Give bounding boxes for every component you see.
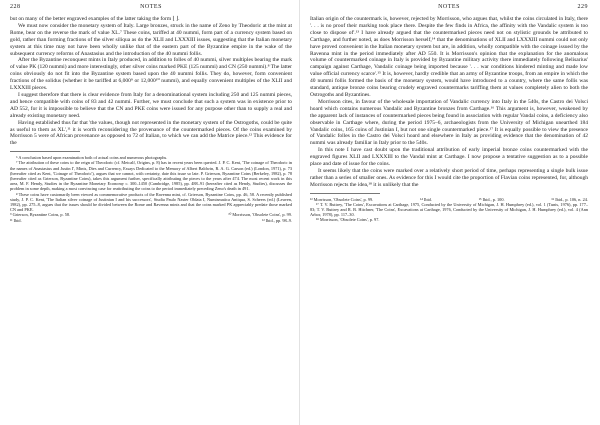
footnote: ⁸ These coins have customarily been viewed as commemorative products of the Ravenna mint, cf. Grierson, Byzantine Coins, pp. 46, 58. A recently published study, J. P. C. Kent, 'The Italian silver coinage of Justinian I and his successors', Studia Paulo Naster Oblata I, Numismatica Antiqua, S. Scheers (ed.) (Leuven, 1982), pp. 275–8, argues that the issues should be divided between the Rome and Ravenna mints and that the coins marked ΡΚ appreciably predate those marked CN and ΡΚΕ.: [10, 191, 292, 213]
left-page-number: 228: [10, 4, 21, 10]
right-body-text: [310, 16, 588, 189]
footnote: ¹⁵ Ibid., p. 100.: [478, 196, 505, 202]
left-paragraph: but on many of the better engraved examples of the latter taking the form ⌊ ⌋.: [10, 16, 180, 22]
footnote: ¹⁷ T. V. Buttrey, 'The Coins', Excavations at Carthage, 1975, Conducted by the University of Michigan, J. H. Humphrey (ed.), vol. 1 (Tunis, 1976), pp. 177–83; T. V. Buttrey and R. B. Hitchner, 'The Coins', Excavations at Carthage, 1976, Conducted by the University of Michigan, J. H. Humphrey (ed.), vol. 4 (Ann Arbor, 1978), pp. 117–30.: [310, 201, 588, 218]
footnote: ¹⁰ Morrisson, 'Obsolete Coins', p. 99.: [228, 212, 292, 218]
footnote: ¹⁸ Morrisson, 'Obsolete Coins', p. 97.: [316, 217, 380, 223]
right-page-number: 229: [577, 4, 588, 10]
right-running-head: [310, 4, 588, 13]
footnote: ¹⁶ Ibid., p. 106, n. 24.: [551, 196, 588, 202]
right-footnote-rule: [310, 193, 380, 194]
right-paragraph: It seems likely that the coins were marked over a relatively short period of time, perhaps representing a single bulk issue rather than a series of smaller ones. As evidence for this I would cite the proportion of Flavian coins represented, for, although Morrisson rejects the idea,¹⁸ it is unlikely that the: [310, 167, 588, 188]
right-paragraph: In this note I have cast doubt upon the traditional attribution of early imperial bronze coins countermarked with the engraved figures XLII and LXXXIII to the Vandal mint at Carthage. I now propose a tentative suggestion as to a possible place and date of issue for the coins.: [310, 147, 588, 168]
left-paragraph: After the Byzantine reconquest mints in Italy produced, in addition to folles of 40 nummi, silver multiples bearing the mark of value ΡΚ (120 nummi) and more interestingly, other silver coins marked ΡΚΕ (125 nummi) and CN (250 nummi).⁸ The latter coins obviously do not fit into the Byzantine system based upon the 40 nummi follis. They do, however, form convenient fractions of the solidus (whether it be tariffed at 6,000⁹ or 12,000¹⁰ nummi), and equally convenient multiples of the XLII and LXXXIII pieces.: [10, 57, 292, 92]
right-page: [300, 0, 600, 425]
left-footnotes: [10, 155, 292, 223]
right-paragraph: Italian origin of the countermark is, however, rejected by Morrisson, who argues that, whilst the coins circulated in Italy, there '. . . is no proof their marking took place there. Despite the few finds in Africa, the affinity with the Vandalic system is too close to dispose of'.¹³ I have already argued that the countermarked pieces need not on stylistic grounds be attributed to Carthage, and further noted, as does Morrisson herself,¹⁴ that the denominations of XLII and LXXXIII nummi could not only have proved convenient in the Italian monetary system but are, in addition, wholly compatible with the coinage issued by the Ravenna mint in the period immediately after AD 550. It is Morrisson's opinion that the explanation for the anomalous volume of countermarked coinage in Italy is provided by Byzantine military activity there immediately following Belisarius' campaign against Carthage, Vandalic coinage being imported because '. . . war conditions hindered minting and made low value official currency scarce'.¹⁵ It is, however, hardly credible that an army of Byzantine troops, from an empire in which the 40 nummi follis formed the basis of the monetary system, would have introduced to a country, where the same follis was standard, antique bronze coins bearing crudely engraved countermarks tariffing them at values completely alien to both the Ostrogoths and Byzantines.: [310, 16, 588, 98]
footnote-row: [10, 218, 292, 223]
right-footnotes: [310, 197, 588, 223]
left-paragraph: Having established thus far that 'the values, though not represented in the monetary system of the Ostrogoths, could be quite as useful to them as XL',¹¹ it is worth reconsidering the provenance of the countermarked pieces. Of the coins examined by Morrisson 5 were of African provenance as opposed to 72 of Italian, to which we can add the Matrice piece.¹² This evidence for the: [10, 119, 292, 147]
footnote: ⁷ The attribution of these coins to the reign of Theodoric (cf. Metcalf, Origins, p. 8) has in recent years been queried. J. P. C. Kent, 'The coinage of Theodoric in the names of Anastasius and Justin I', Mints, Dies and Currency, Essays Dedicated to the Memory of Albert Baldwin, R. A. G. Carson (ed.) (London, 1971), p. 73 (hereafter cited as Kent, 'Coinage of Theodoric'), argues that we cannot, with certainty, date this issue so late. P. Grierson, Byzantine Coins (Berkeley, 1982), p. 78 (hereafter cited as Grierson, Byzantine Coins), takes this argument further, specifically attributing the pieces to the years after 474. The most recent work in this area, M. F. Hendy, Studies in the Byzantine Monetary Economy c. 300–1450 (Cambridge, 1985), pp. 488–91 (hereafter cited as Hendy, Studies), discusses the problem in some depth, making a most convincing case for reattributing the coins to the period immediately preceding Zeno's death in 491.: [10, 160, 292, 192]
left-footnote-rule: [10, 151, 80, 152]
left-head-title: NOTES: [140, 4, 162, 10]
right-head-title: NOTES: [438, 4, 460, 10]
left-body-text: [10, 16, 292, 147]
footnote: ¹³ Morrisson, 'Obsolete Coins', p. 99.: [310, 196, 374, 202]
footnote: ⁹ Grierson, Byzantine Coins, p. 58.: [10, 212, 71, 218]
footnote: ⁶ A conclusion based upon examination both of actual coins and numerous photographs.: [16, 155, 168, 161]
footnote: ¹¹ Ibid.: [10, 217, 22, 223]
left-paragraph: We must now consider the monetary system of Italy. Large bronzes, struck in the name of Zeno by Theodoric at the mint at Rome, bear on the reverse the mark of value XL.⁷ These coins, tariffed at 40 nummi, form part of a currency system based on gold, rather than forming fractions of the silver siliqua as do the XLII and LXXXIII issues, suggesting that the Italian monetary system at this time may not have been wholly unlike that of the eastern part of the Byzantine empire in the wake of the subsequent currency reforms of Anastasius and the introduction of the 40 nummi follis.: [10, 22, 292, 57]
footnote: ¹² Ibid., pp. 98–9.: [262, 217, 292, 223]
left-running-head: [10, 4, 292, 13]
footnote: ¹⁴ Ibid.: [420, 196, 432, 202]
left-paragraph: I suggest therefore that there is clear evidence from Italy for a denominational system including 250 and 125 nummi pieces, and hence compatible with coins of 83 and 42 nummi. Further, we must conclude that such a system was in existence prior to AD 552, for it is impossible to believe that the CN and ΡΚΕ coins were issued for any purpose other than to supply a real and already existing monetary need.: [10, 91, 292, 119]
right-paragraph: Morrisson cites, in favour of the wholesale importation of Vandalic currency into Italy in the 540s, the Castro dei Volsci hoard which contains numerous Vandalic and Byzantine bronzes from Carthage.¹⁶ This argument is, however, weakened by the apparent lack of instances of countermarked pieces being found in association with regular Vandal coins, a deficiency also observable in Carthage where, during the period 1975–6, archaeologists from the University of Michigan unearthed 184 Vandalic coins, 165 coins of Justinian I, but not one single countermarked piece.¹⁷ It is equally possible to view the presence of Vandalic folles in the Castro dei Volsci hoard and elsewhere in Italy as providing evidence that the denomination of 42 nummi was already familiar in Italy prior to the 540s.: [310, 98, 588, 147]
